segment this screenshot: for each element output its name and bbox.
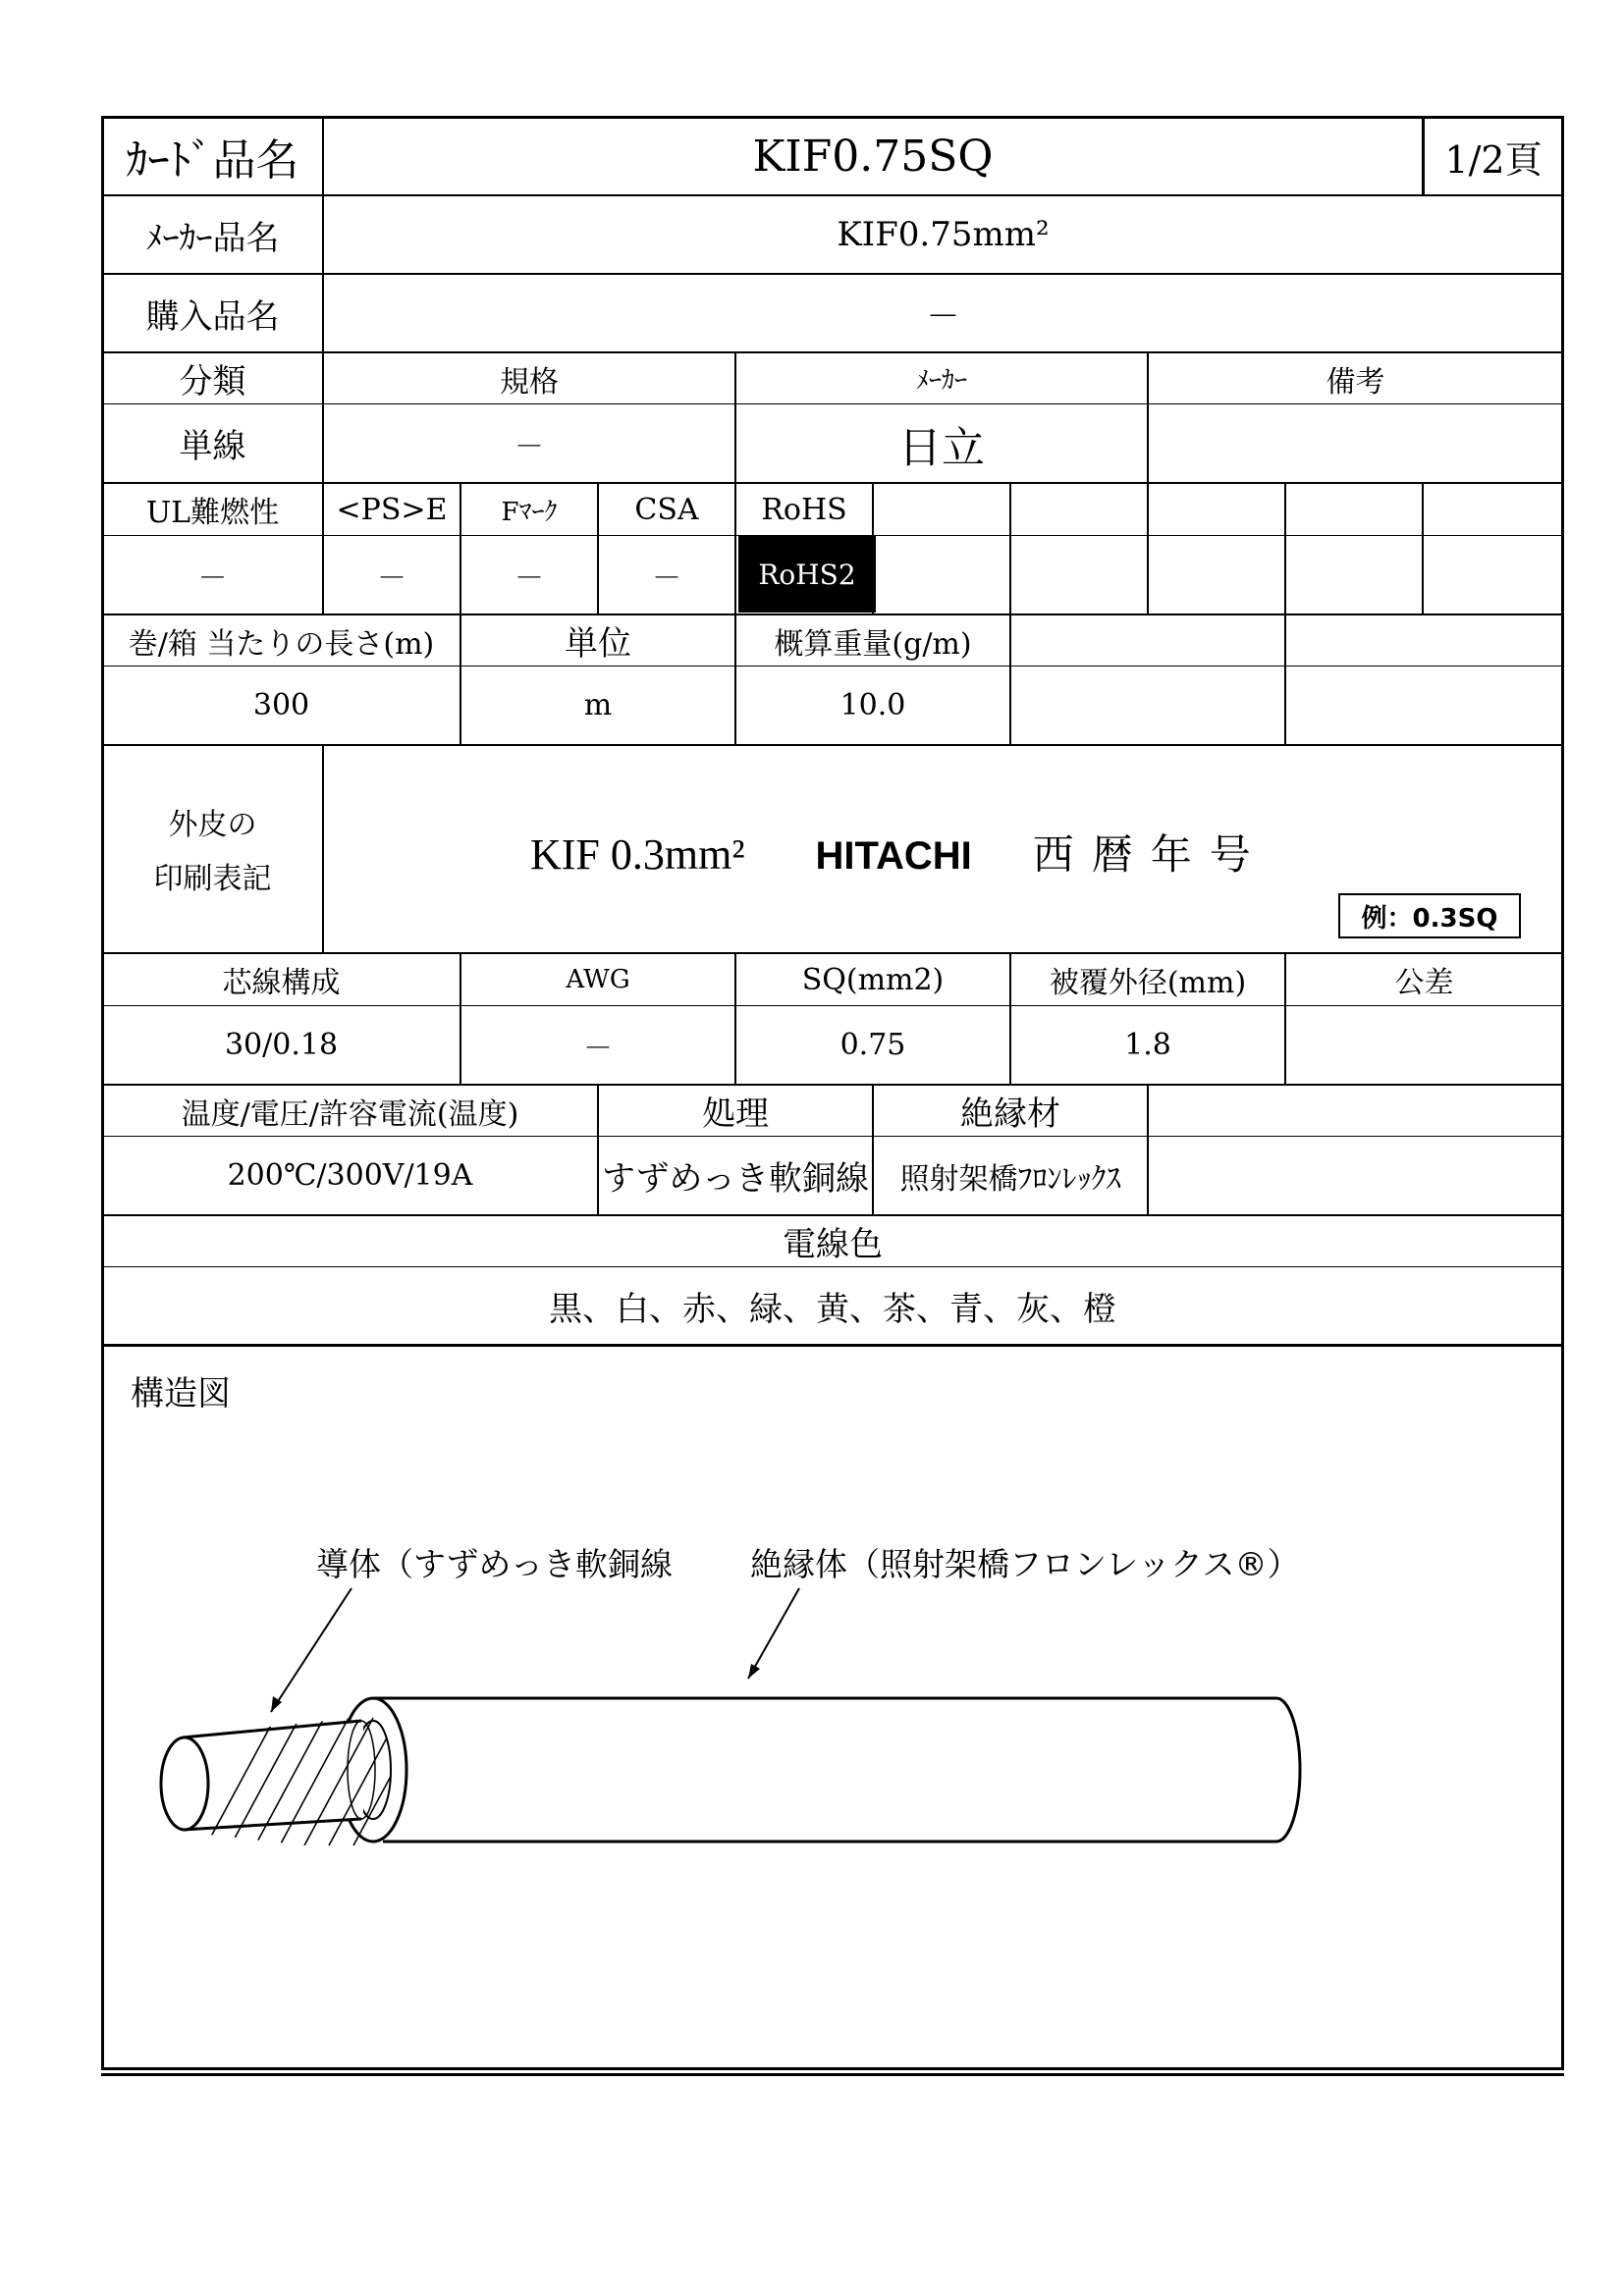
wire-structure-diagram <box>147 1580 1365 1855</box>
f-mark-value: － <box>514 561 544 596</box>
treatment-value: すずめっき軟銅線 <box>602 1159 869 1199</box>
structure-title: 構造図 <box>131 1374 231 1414</box>
sq-header: SQ(mm2) <box>801 962 945 997</box>
conductor-label: 導体（すずめっき軟銅線 <box>316 1545 673 1583</box>
remarks-value <box>1149 404 1562 482</box>
print-brand: HITACHI <box>815 834 972 878</box>
length-per-reel-value: 300 <box>252 688 310 722</box>
standard-header: 規格 <box>500 364 559 400</box>
insulation-header: 絶縁材 <box>960 1095 1060 1134</box>
insulator-label: 絶縁体（照射架橋フロンレックス®） <box>750 1545 1300 1583</box>
tolerance-value <box>1286 1006 1562 1084</box>
frame-double-bottom-line <box>101 2073 1564 2076</box>
maker-name-label: ﾒｰｶｰ品名 <box>145 218 280 258</box>
length-per-reel-header: 巻/箱 当たりの長さ(m) <box>128 626 435 662</box>
pse-header: <PS>E <box>336 492 448 527</box>
unit-value: m <box>583 688 613 722</box>
print-example-box: 例：0.3SQ <box>1338 893 1521 938</box>
tolerance-header: 公差 <box>1394 966 1454 1000</box>
remarks-header: 備考 <box>1326 364 1385 400</box>
print-spec: KIF 0.3mm² <box>530 830 745 879</box>
outer-diameter-value: 1.8 <box>1124 1028 1171 1062</box>
wire-color-value: 黒、白、赤、緑、黄、茶、青、灰、橙 <box>549 1289 1116 1329</box>
print-label-line2: 印刷表記 <box>153 862 272 896</box>
awg-value: － <box>583 1031 613 1066</box>
conductor-leader <box>271 1588 352 1712</box>
unit-header: 単位 <box>565 624 631 664</box>
insulator-leader <box>748 1588 799 1679</box>
rohs-value-badge: RoHS2 <box>738 536 876 613</box>
ratings-value: 200℃/300V/19A <box>227 1158 473 1193</box>
maker-value: 日立 <box>898 422 985 473</box>
approx-weight-value: 10.0 <box>839 688 906 722</box>
print-marking <box>530 823 1269 881</box>
csa-header: CSA <box>634 492 699 527</box>
ul-flame-header: UL難燃性 <box>145 496 280 530</box>
print-label-line1: 外皮の <box>168 808 257 842</box>
purchase-name-value: － <box>926 296 960 337</box>
page-number: 1/2頁 <box>1444 137 1543 182</box>
csa-value: － <box>652 561 681 596</box>
maker-header: ﾒｰｶｰ <box>915 366 967 396</box>
f-mark-header: Fﾏｰｸ <box>501 497 558 527</box>
ratings-header: 温度/電圧/許容電流(温度) <box>181 1096 519 1132</box>
card-name-value: KIF0.75SQ <box>752 131 994 182</box>
classification-value: 単線 <box>179 427 246 466</box>
maker-name-value: KIF0.75mm² <box>837 215 1050 254</box>
ul-flame-value: － <box>197 561 228 596</box>
awg-header: AWG <box>566 965 630 994</box>
treatment-header: 処理 <box>702 1095 769 1134</box>
purchase-name-label: 購入品名 <box>145 296 280 337</box>
rohs-header: RoHS <box>761 492 847 527</box>
pse-value: － <box>377 561 406 596</box>
strand-config-header: 芯線構成 <box>222 966 341 1000</box>
conductor-body <box>185 1720 363 1830</box>
conductor-end <box>161 1737 208 1830</box>
insulator-body <box>375 1698 1300 1842</box>
print-year: 西暦年号 <box>1032 830 1269 879</box>
standard-value: － <box>514 429 544 464</box>
wire-color-header: 電線色 <box>783 1225 883 1264</box>
strand-config-value: 30/0.18 <box>224 1028 339 1062</box>
classification-header: 分類 <box>179 362 246 401</box>
insulation-value: 照射架橋ﾌﾛﾝﾚｯｸｽ <box>899 1161 1121 1197</box>
approx-weight-header: 概算重量(g/m) <box>774 626 972 662</box>
outer-diameter-header: 被覆外径(mm) <box>1049 966 1247 1000</box>
card-name-label: ｶｰﾄﾞ品名 <box>126 135 299 186</box>
sq-value: 0.75 <box>839 1028 906 1062</box>
